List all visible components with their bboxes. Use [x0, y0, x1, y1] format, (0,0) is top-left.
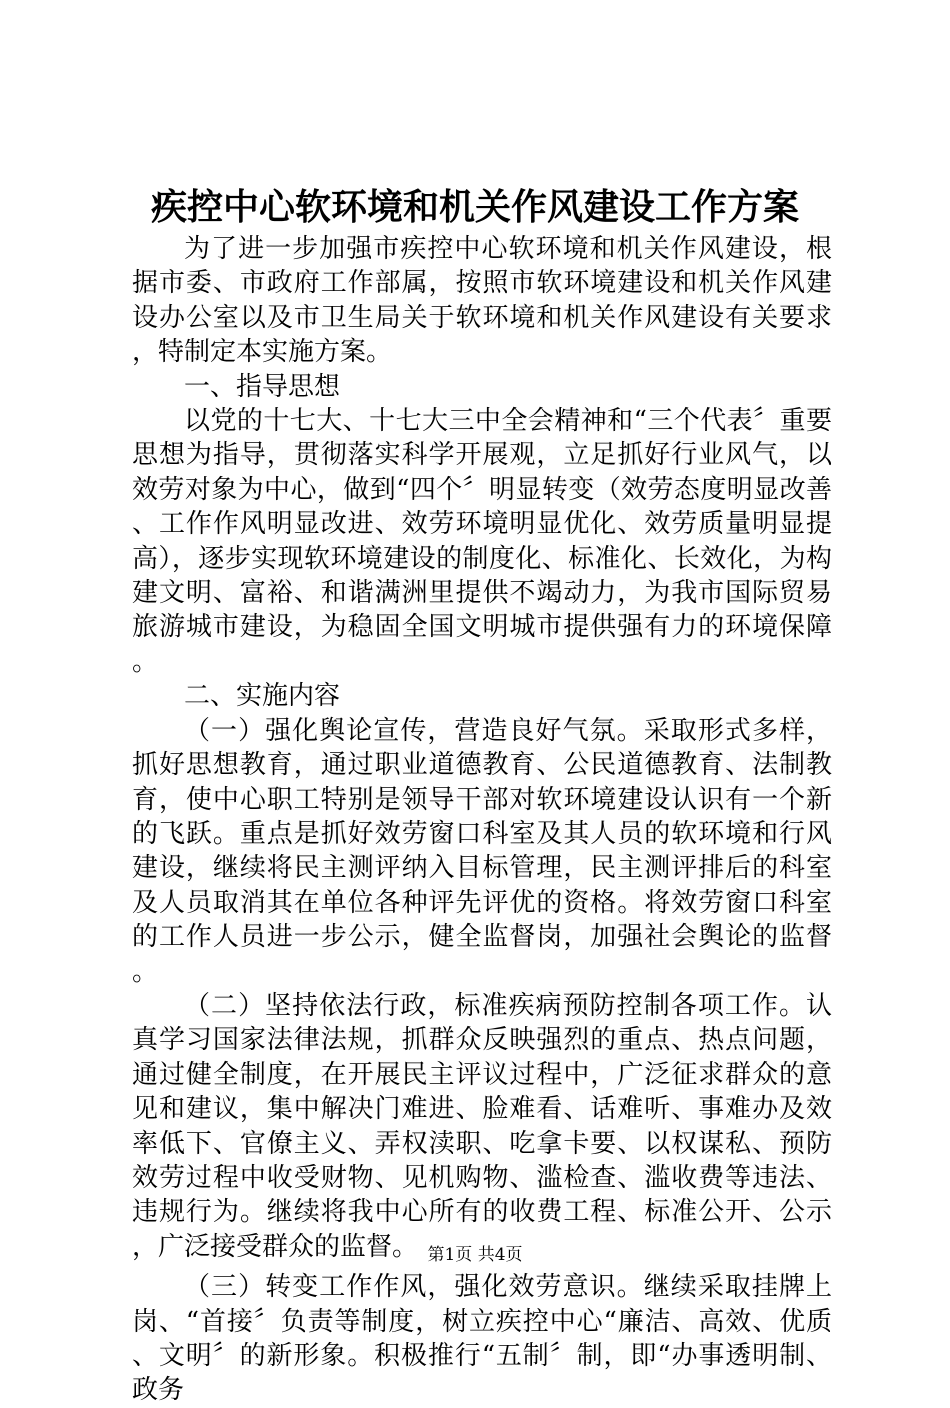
page-number-footer: 第1页 共4页	[427, 1245, 523, 1265]
document-body	[132, 232, 832, 1408]
implementation-item-2: （二）坚持依法行政，标准疾病预防控制各项工作。认真学习国家法律法规，抓群众反映强烈的重点、热点问题，通过健全制度，在开展民主评议过程中，广泛征求群众的意见和建议，集中解决门难进、脸难看、话难听、事难办及效率低下、官僚主义、弄权渎职、吃拿卡要、以权谋私、预防效劳过程中收受财物、见机购物、滥检查、滥收费等违法、违规行为。继续将我中心所有的收费工程、标准公开、公示，广泛接受群众的监督。	[132, 990, 832, 1262]
implementation-item-1: （一）强化舆论宣传，营造良好气氛。采取形式多样，抓好思想教育，通过职业道德教育、公民道德教育、法制教育，使中心职工特别是领导干部对软环境建设认识有一个新的飞跃。重点是抓好效劳窗口科室及其人员的软环境和行风建设，继续将民主测评纳入目标管理，民主测评排后的科室及人员取消其在单位各种评先评优的资格。将效劳窗口科室的工作人员进一步公示，健全监督岗，加强社会舆论的监督。	[132, 715, 832, 987]
guiding-ideology-paragraph: 以党的十七大、十七大三中全会精神和“三个代表〞重要思想为指导，贯彻落实科学开展观，立足抓好行业风气，以效劳对象为中心，做到“四个〞明显转变（效劳态度明显改善、工作作风明显改进、效劳环境明显优化、效劳质量明显提高），逐步实现软环境建设的制度化、标准化、长效化，为构建文明、富裕、和谐满洲里提供不竭动力，为我市国际贸易旅游城市建设，为稳固全国文明城市提供强有力的环境保障。	[132, 406, 832, 677]
intro-paragraph: 为了进一步加强市疾控中心软环境和机关作风建设，根据市委、市政府工作部属，按照市软环境建设和机关作风建设办公室以及市卫生局关于软环境和机关作风建设有关要求，特制定本实施方案。	[132, 234, 832, 368]
section-heading-guiding-ideology: 一、指导思想	[184, 371, 341, 402]
document-title: 疾控中心软环境和机关作风建设工作方案	[150, 186, 799, 228]
implementation-item-3: （三）转变工作作风，强化效劳意识。继续采取挂牌上岗、“首接〞负责等制度，树立疾控中心“廉洁、高效、优质、文明〞的新形象。积极推行“五制〞制，即“办事透明制、政务	[132, 1272, 832, 1406]
section-heading-implementation: 二、实施内容	[184, 681, 341, 712]
